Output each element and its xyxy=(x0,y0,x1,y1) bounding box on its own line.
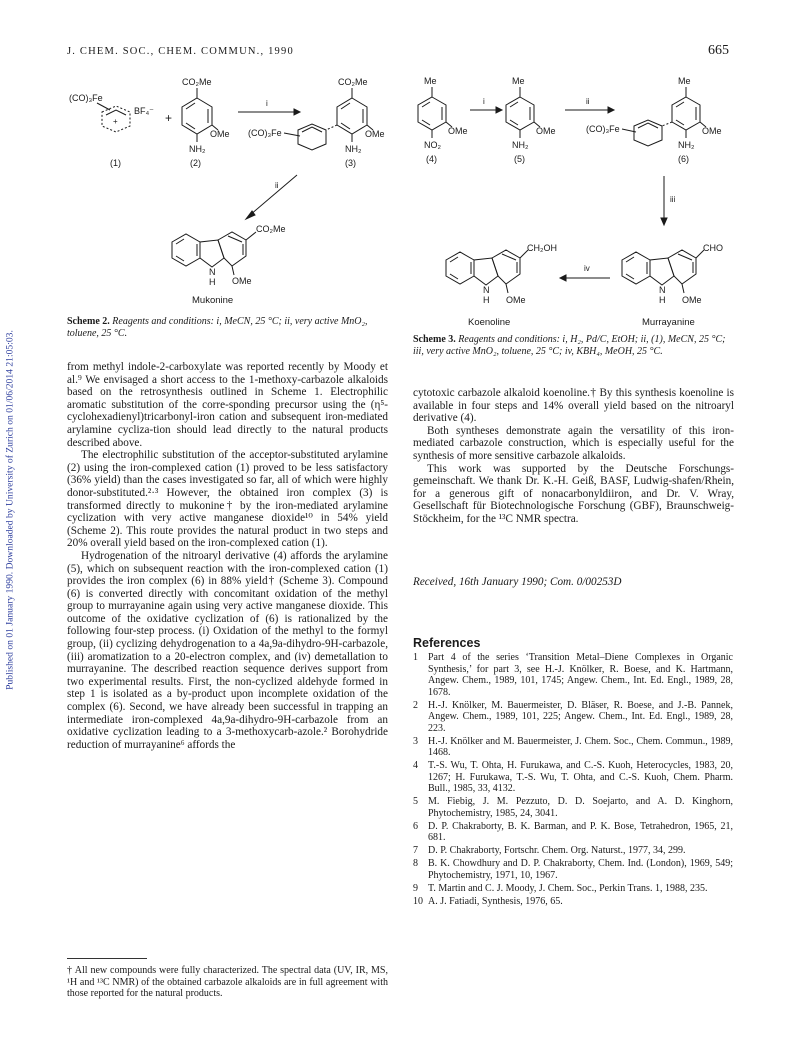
caption-label: Scheme 2. xyxy=(67,316,110,327)
footnote-rule xyxy=(67,958,147,959)
plus-charge: + xyxy=(113,117,118,126)
compound-2-label: (2) xyxy=(190,158,201,168)
step-iii-label: iii xyxy=(670,195,676,204)
methyl-label: Me xyxy=(678,76,691,86)
nitrogen-label: N xyxy=(659,285,666,295)
co2me-label: CO₂Me xyxy=(256,224,286,234)
co2me-label: CO₂Me xyxy=(338,77,368,87)
step-i-label: i xyxy=(483,97,485,106)
step-ii-label: ii xyxy=(586,97,590,106)
download-stamp-text: Published on 01 January 1990. Downloaded by University of Zurich on 01/06/2014 21:05:03. xyxy=(4,330,16,690)
reference-item: 10 A. J. Fatiadi, Synthesis, 1976, 65. xyxy=(413,895,563,907)
compound-1-label: (1) xyxy=(110,158,121,168)
step-iv-label: iv xyxy=(584,264,590,273)
nh2-label: NH₂ xyxy=(678,140,695,150)
methyl-label: Me xyxy=(424,76,437,86)
nh2-label: NH₂ xyxy=(512,140,529,150)
co2me-label: CO₂Me xyxy=(182,77,212,87)
ome-label: OMe xyxy=(448,126,468,136)
reference-item: 4 T.-S. Wu, T. Ohta, H. Furukawa, and C.-S. Kuoh, Heterocycles, 1983, 20, 1267; H. Furukawa, T.-S. Wu, T. Ohta, and C.-S. Kuoh, Chem. Pharm. Bull., 1985, 33, 4132. xyxy=(413,760,733,795)
reference-item: 8 B. K. Chowdhury and D. P. Chakraborty, Chem. Ind. (London), 1969, 549; Phytochemistry, 1971, 10, 1967. xyxy=(413,858,733,881)
ch2oh-label: CH₂OH xyxy=(527,243,557,253)
nh2-label: NH₂ xyxy=(189,144,206,154)
cho-label: CHO xyxy=(703,243,723,253)
scheme-2-caption xyxy=(67,316,388,339)
step-ii-label: ii xyxy=(275,181,279,190)
murrayanine-label: Murrayanine xyxy=(642,317,695,328)
hydrogen-label: H xyxy=(209,277,216,287)
running-header: J. CHEM. SOC., CHEM. COMMUN., 1990 xyxy=(67,46,294,57)
scheme-2-graphic xyxy=(62,70,392,310)
paragraph: cytotoxic carbazole alkaloid koenoline.† By this synthesis koenoline is available in four steps and 14% overall yield based on the nitroaryl derivative (4). xyxy=(413,387,734,425)
ome-label: OMe xyxy=(232,276,252,286)
reference-item: 7 D. P. Chakraborty, Fortschr. Chem. Org. Naturst., 1977, 34, 299. xyxy=(413,845,686,857)
scheme-3-graphic xyxy=(410,68,750,328)
ome-label: OMe xyxy=(506,295,526,305)
hydrogen-label: H xyxy=(483,295,490,305)
hydrogen-label: H xyxy=(659,295,666,305)
paragraph: from methyl indole-2-carboxylate was reported recently by Moody et al.⁹ We envisaged a short access to the 1-methoxy-carbazole alkaloids based on the retrosynthesis outlined in Scheme 1. Electrophilic aromatic substitution of the corre-sponding precursor using the (η⁵-cyclohexadienyl)tricarbonyl-iron cation and subsequent iron-mediated arylamine cycliza-tion should lead directly to the natural products described above. xyxy=(67,361,388,449)
right-column-text xyxy=(413,387,734,526)
nitrogen-label: N xyxy=(483,285,490,295)
reference-item: 3 H.-J. Knölker and M. Bauermeister, J. Chem. Soc., Chem. Commun., 1989, 1468. xyxy=(413,735,733,759)
bf4-label: BF₄⁻ xyxy=(134,106,154,116)
scheme-3-caption xyxy=(413,334,735,357)
fe-label: (CO)₃Fe xyxy=(248,128,282,138)
paragraph: The electrophilic substitution of the acceptor-substituted arylamine (2) using the iron-complexed cation (1) proved to be less satisfactory (36% yield) than the cases investigated so far, all of which were highly donor-substituted.²·³ However, the obtained iron complex (3) is transformed directly to mukonine† by the iron-mediated arylamine cyclization with very active manganese dioxide¹⁰ in 54% yield (Scheme 2). This route provides the natural product in two steps and 20% overall yield based on the iron-complexed cation (1). xyxy=(67,449,388,550)
references-heading: References xyxy=(413,636,481,650)
ome-label: OMe xyxy=(365,129,385,139)
methyl-label: Me xyxy=(512,76,525,86)
ome-label: OMe xyxy=(536,126,556,136)
reference-item: 9 T. Martin and C. J. Moody, J. Chem. Soc., Perkin Trans. 1, 1988, 235. xyxy=(413,882,708,894)
no2-label: NO₂ xyxy=(424,140,441,150)
koenoline-label: Koenoline xyxy=(468,317,511,328)
caption-label: Scheme 3. xyxy=(413,334,456,345)
received-date: Received, 16th January 1990; Com. 0/00253D xyxy=(413,576,622,588)
reference-item: 5 M. Fiebig, J. M. Pezzuto, D. D. Soejarto, and A. D. Kinghorn, Phytochemistry, 1985, 24, 3041. xyxy=(413,796,733,819)
nitrogen-label: N xyxy=(209,267,216,277)
compound-4-label: (4) xyxy=(426,154,437,164)
paragraph: Hydrogenation of the nitroaryl derivative (4) affords the arylamine (5), which on subsequent reaction with the iron-complexed cation (1) provides the iron complex (6) in 88% yield† (Scheme 3). Compound (6) is converted directly with concomitant oxidation of the methyl group to murrayanine again using very active manganese dioxide. This outcome of the oxidative cyclization of (6) is rationalized by the following four-step process. (i) Oxidation of the methyl to the formyl group, (ii) cyclizing dehydrogenation to a 4a,9a-dihydro-9H-carbazole, (iii) aromatization to a 20-electron complex, and (iv) demetallation to murrayanine. The described reaction sequence derives support from two experimental results. First, the non-cyclized aldehyde formed in step 1 is isolated as a by-product upon incomplete oxidation of the complex (6). Second, we have already been successful in trapping an intermediate iron-complexed 4a,9a-dihydro-9H-carbazole from an oxidative cyclization leading to a 3-methoxycarb-azole.² Borohydride reduction of murrayanine⁶ affords the xyxy=(67,549,388,751)
plus-sign: + xyxy=(165,111,173,125)
step-i-label: i xyxy=(266,99,268,108)
download-stamp[interactable] xyxy=(3,160,17,860)
page-number: 665 xyxy=(708,43,729,58)
compound-5-label: (5) xyxy=(514,154,525,164)
left-column-text xyxy=(67,361,388,751)
fe-label: (CO)₃Fe xyxy=(586,124,620,134)
reference-item: 6 D. P. Chakraborty, B. K. Barman, and P. K. Bose, Tetrahedron, 1965, 21, 681. xyxy=(413,820,733,844)
compound-3-label: (3) xyxy=(345,158,356,168)
ome-label: OMe xyxy=(210,129,230,139)
reference-item: 2 H.-J. Knölker, M. Bauermeister, D. Bläser, R. Boese, and J.-B. Pannek, Angew. Chem., 1989, 101, 225; Angew. Chem., Int. Ed. Engl., 1989, 28, 223. xyxy=(413,699,733,734)
ome-label: OMe xyxy=(682,295,702,305)
nh2-label: NH₂ xyxy=(345,144,362,154)
caption-text: Reagents and conditions: i, H₂, Pd/C, EtOH; ii, (1), MeCN, 25 °C; iii, very active MnO₂, toluene, 25 °C; iv, KBH₄, MeOH, 25 °C. xyxy=(413,334,726,357)
footnote: † All new compounds were fully characterized. The spectral data (UV, IR, MS, ¹H and ¹³C NMR) of the obtained carbazole alkaloids are in full agreement with those reported for the natural products. xyxy=(67,965,388,999)
ome-label: OMe xyxy=(702,126,722,136)
fe-label: (CO)₃Fe xyxy=(69,93,103,103)
caption-text: Reagents and conditions: i, MeCN, 25 °C; ii, very active MnO₂, toluene, 25 °C. xyxy=(67,316,368,339)
reference-item: 1 Part 4 of the series ‘Transition Metal–Diene Complexes in Organic Synthesis,’ for part 3, see H.-J. Knölker, R. Boese, and K. Hartmann, Angew. Chem., 1989, 101, 1745; Angew. Chem., Int. Ed. Engl., 1989, 28, 1678. xyxy=(413,652,733,698)
compound-6-label: (6) xyxy=(678,154,689,164)
paragraph: Both syntheses demonstrate again the versatility of this iron-mediated carbazole construction, which is especially useful for the synthesis of more sensitive carbazole alkaloids. xyxy=(413,424,734,462)
paragraph: This work was supported by the Deutsche Forschungs-gemeinschaft. We thank Dr. K.-H. Geiß, BASF, Ludwig-shafen/Rhein, for a generous gift of nonacarbonyldiiron, and Dr. V. Wray, Gesellschaft für Biotechnologische Forschung (GBF), Braunschweig-Stöckheim, for the ¹³C NMR spectra. xyxy=(413,462,734,525)
references-list xyxy=(413,652,733,908)
mukonine-label: Mukonine xyxy=(192,295,234,306)
